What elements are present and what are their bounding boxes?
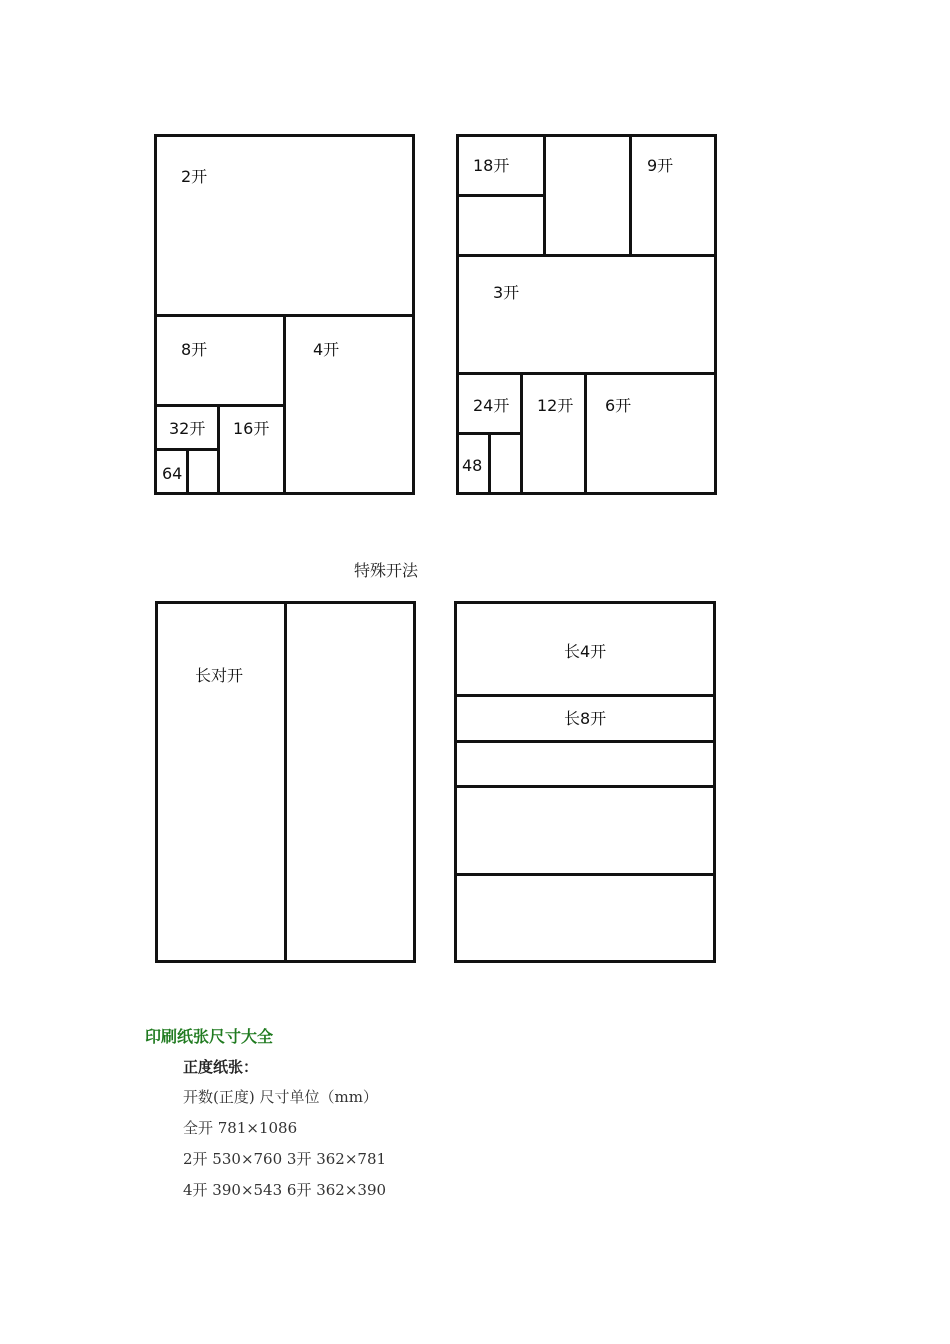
cell-eighteenth-blank xyxy=(456,194,546,257)
size-line: 2开 530×760 3开 362×781 xyxy=(183,1150,387,1168)
label-third: 3开 xyxy=(493,283,520,302)
label-long-half: 长对开 xyxy=(195,666,244,685)
label-fortyeighth: 48 xyxy=(462,456,483,475)
size-line: 4开 390×543 6开 362×390 xyxy=(183,1181,387,1199)
label-eighteenth: 18开 xyxy=(473,156,510,175)
label-ninth: 9开 xyxy=(647,156,674,175)
label-long-quarter: 长4开 xyxy=(564,642,607,661)
cell-strip-blank-a xyxy=(454,785,716,876)
label-twentyfourth: 24开 xyxy=(473,396,510,415)
cell-sixtyfourth-blank xyxy=(186,448,220,495)
label-thirtysecond: 32开 xyxy=(169,419,206,438)
cell-fortyeighth-blank xyxy=(488,432,523,495)
cell-third xyxy=(456,254,717,375)
cell-ninth xyxy=(629,134,717,257)
cell-long-half xyxy=(155,601,287,963)
label-sixteenth: 16开 xyxy=(233,419,270,438)
section-title: 印刷纸张尺寸大全 xyxy=(145,1027,274,1046)
cell-eighth xyxy=(154,314,286,407)
cell-strip-blank-b xyxy=(454,873,716,963)
cell-half xyxy=(154,134,415,317)
section-subtitle: 正度纸张： xyxy=(183,1058,259,1076)
cell-long-sixteenth-blank xyxy=(454,740,716,788)
size-line: 开数(正度) 尺寸单位（mm） xyxy=(183,1088,378,1106)
cell-sixth xyxy=(584,372,717,495)
cell-long-half-blank xyxy=(284,601,416,963)
cell-quarter xyxy=(283,314,415,495)
long-strips-diagram xyxy=(454,601,716,963)
label-quarter: 4开 xyxy=(313,340,340,359)
label-sixth: 6开 xyxy=(605,396,632,415)
cell-ninth-blank xyxy=(543,134,632,257)
cell-sixteenth xyxy=(217,404,286,495)
thirds-fold-diagram xyxy=(456,134,717,495)
label-half: 2开 xyxy=(181,167,208,186)
standard-fold-diagram xyxy=(154,134,415,495)
long-half-diagram xyxy=(155,601,416,963)
size-line: 全开 781×1086 xyxy=(183,1119,298,1137)
cell-twelfth xyxy=(520,372,587,495)
special-folding-caption: 特殊开法 xyxy=(354,561,419,580)
label-sixtyfourth: 64 xyxy=(162,464,183,483)
label-twelfth: 12开 xyxy=(537,396,574,415)
label-long-eighth: 长8开 xyxy=(564,709,607,728)
label-eighth: 8开 xyxy=(181,340,208,359)
